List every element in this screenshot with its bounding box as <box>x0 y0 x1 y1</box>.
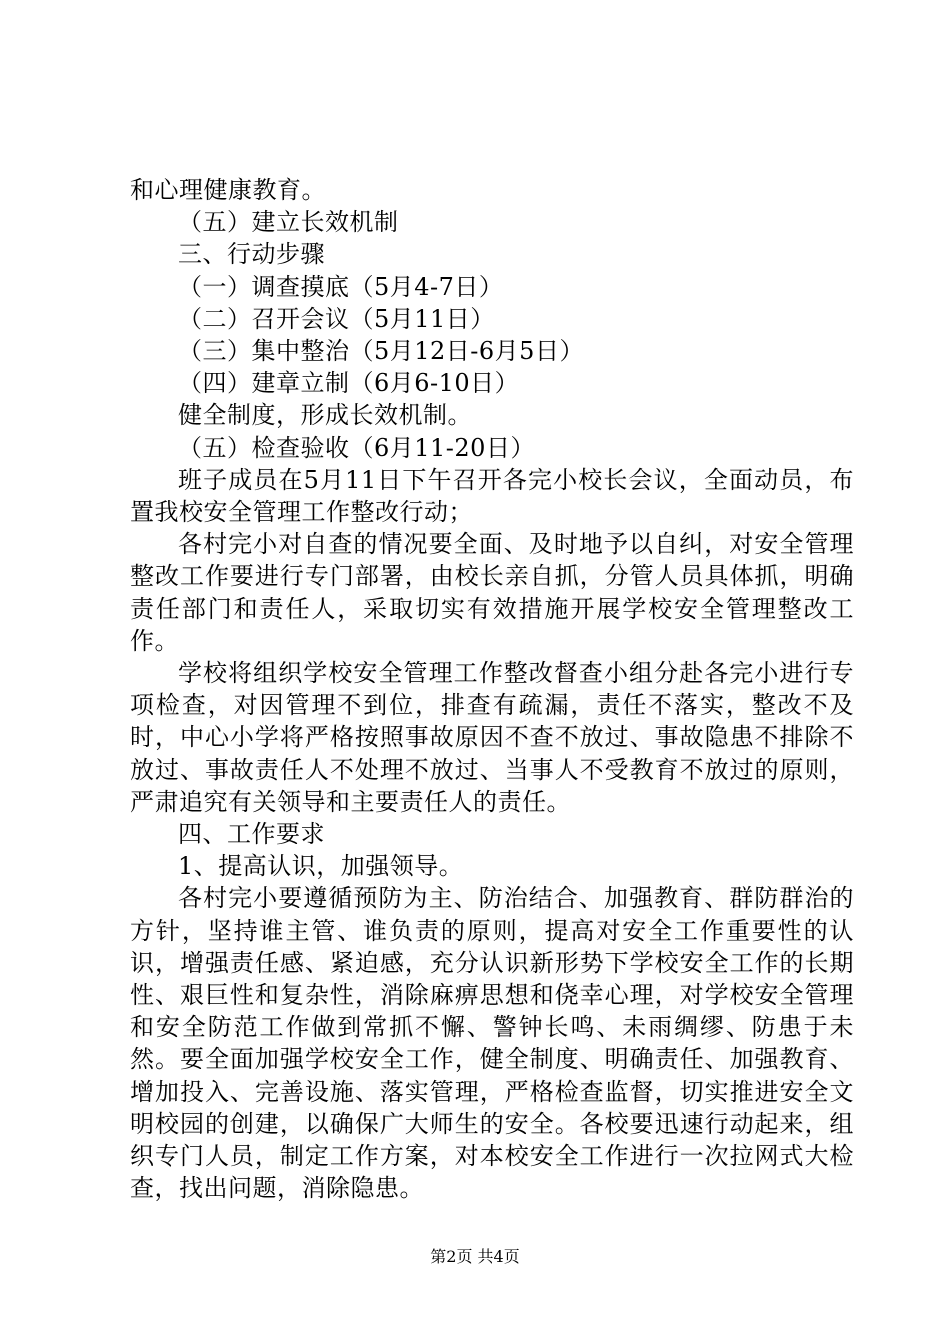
step-2: （二）召开会议（5月11日） <box>178 304 495 333</box>
requirement-1: 1、提高认识，加强领导。 <box>178 852 464 881</box>
paragraph-requirement-detail: 各村完小要遵循预防为主、防治结合、加强教育、群防群治的方针，坚持谁主管、谁负责的原则，提高对安全工作重要性的认识，增强责任感、紧迫感，充分认识新形势下学校安全工作的长期性、艰巨性和复杂性，消除麻痹思想和侥幸心理，对学校安全管理和安全防范工作做到常抓不懈、警钟长鸣、未雨绸缪、防患于未然。要全面加强学校安全工作，健全制度、明确责任、加强教育、增加投入、完善设施、落实管理，严格检查监督，切实推进安全文明校园的创建，以确保广大师生的安全。各校要迅速行动起来，组织专门人员，制定工作方案，对本校安全工作进行一次拉网式大检查，找出问题，消除隐患。 <box>130 884 854 1203</box>
section-heading-4: 四、工作要求 <box>178 820 325 849</box>
section-heading-3: 三、行动步骤 <box>178 240 325 269</box>
page-footer: 第2页 共4页 <box>430 1247 520 1266</box>
paragraph-inspection: 学校将组织学校安全管理工作整改督查小组分赴各完小进行专项检查，对因管理不到位，排查有疏漏，责任不落实，整改不及时，中心小学将严格按照事故原因不查不放过、事故隐患不排除不放过、事故责任人不处理不放过、当事人不受教育不放过的原则，严肃追究有关领导和主要责任人的责任。 <box>130 659 854 816</box>
step-5: （五）检查验收（6月11-20日） <box>178 433 535 462</box>
step-4: （四）建章立制（6月6-10日） <box>178 369 520 398</box>
step-3: （三）集中整治（5月12日-6月5日） <box>178 337 584 366</box>
step-1: （一）调查摸底（5月4-7日） <box>178 272 504 301</box>
paragraph-meeting: 班子成员在5月11日下午召开各完小校长会议，全面动员，布置我校安全管理工作整改行动； <box>130 465 854 527</box>
heading-5-mechanism: （五）建立长效机制 <box>178 208 399 237</box>
document-body <box>130 174 854 1205</box>
step-4-detail: 健全制度，形成长效机制。 <box>178 401 472 430</box>
paragraph-1: 和心理健康教育。 <box>130 176 326 204</box>
paragraph-self-correction: 各村完小对自查的情况要全面、及时地予以自纠，对安全管理整改工作要进行专门部署，由校长亲自抓，分管人员具体抓，明确责任部门和责任人，采取切实有效措施开展学校安全管理整改工作。 <box>130 530 854 655</box>
